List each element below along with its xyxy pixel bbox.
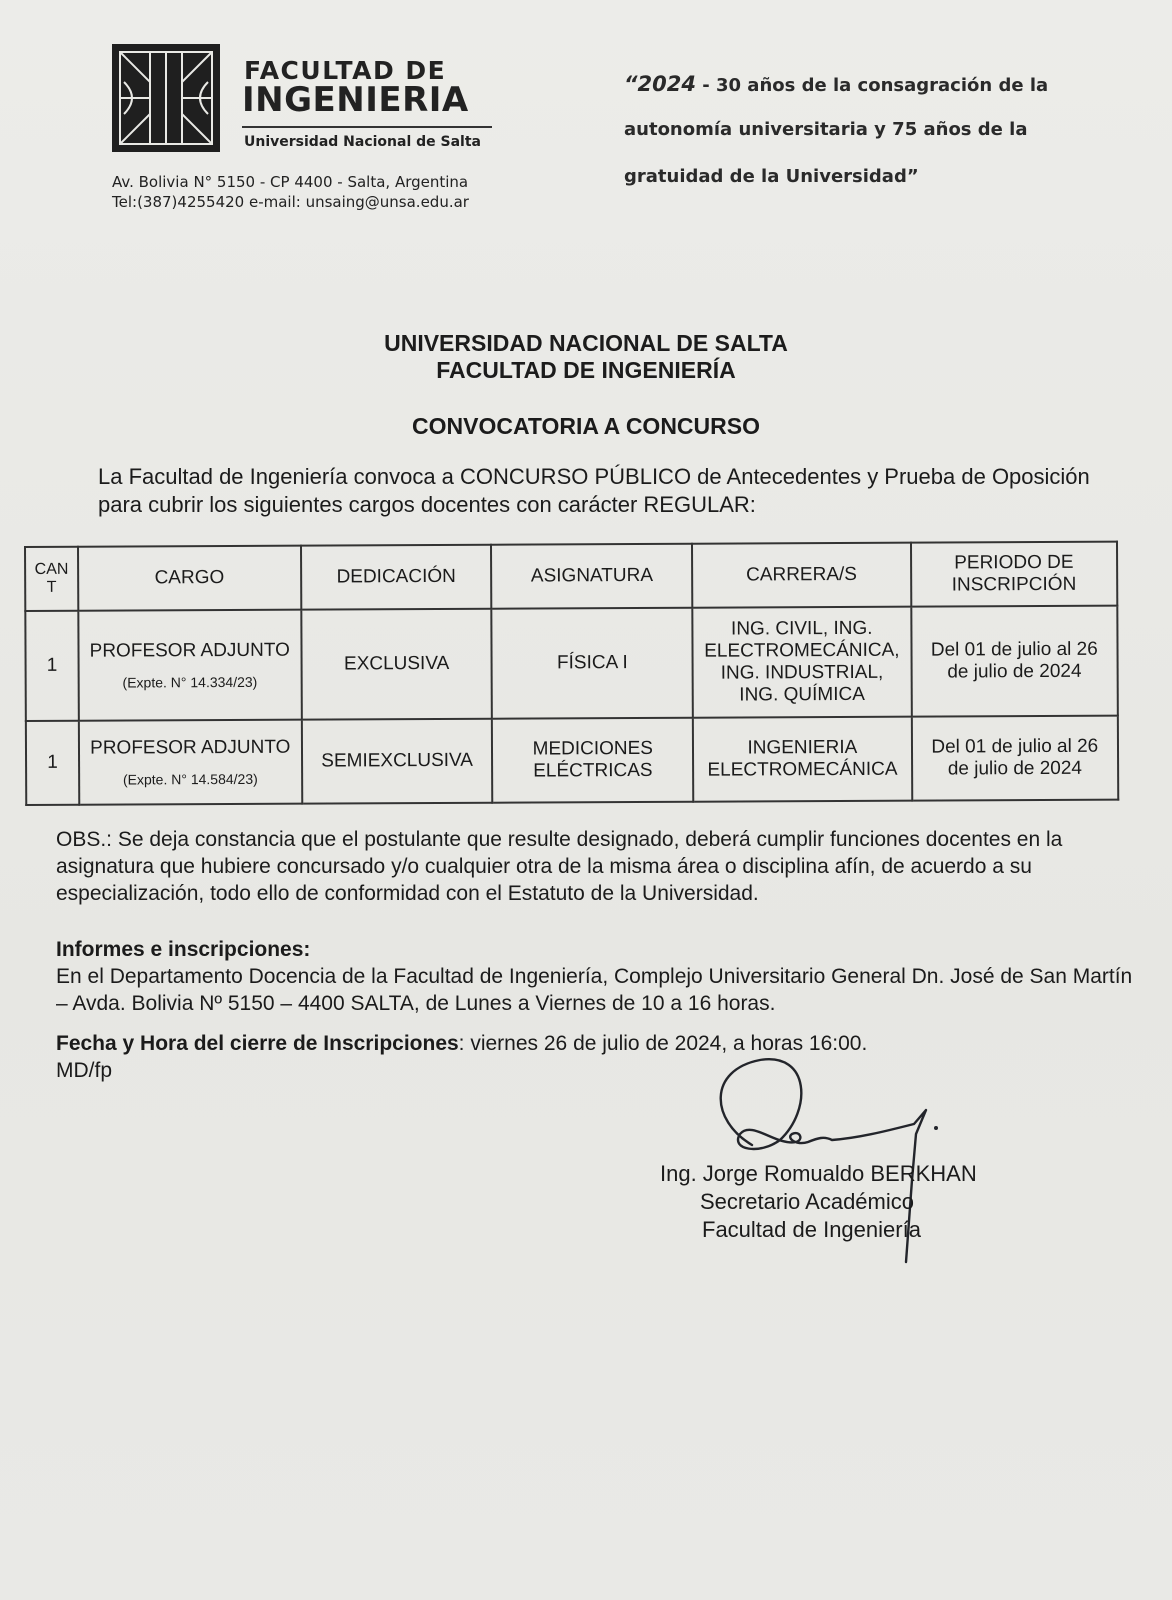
header-periodo-line-1: PERIODO DE: [954, 551, 1074, 574]
asignatura-line: MEDICIONES: [532, 737, 654, 760]
header-cargo: CARGO: [78, 546, 301, 611]
cell-dedicacion: EXCLUSIVA: [301, 609, 492, 720]
informes-heading: Informes e inscripciones:: [56, 938, 311, 961]
motto-line-2: autonomía universitaria y 75 años de la: [624, 119, 1028, 140]
cell-carrera: [693, 717, 912, 802]
intro-paragraph: La Facultad de Ingeniería convoca a CONCURSO PÚBLICO de Antecedentes y Prueba de Oposición para cubrir los siguientes cargos docentes con carácter REGULAR:: [98, 464, 1090, 517]
cargo-text: PROFESOR ADJUNTO: [89, 639, 290, 662]
cell-periodo: [911, 716, 1118, 801]
periodo-line: Del 01 de julio al 26: [931, 735, 1099, 758]
document-initials: MD/fp: [56, 1059, 113, 1082]
motto-line-3: gratuidad de la Universidad”: [624, 166, 919, 187]
table-row: [25, 606, 1118, 721]
carrera-line: ING. QUÍMICA: [739, 683, 865, 706]
cierre-value: : viernes 26 de julio de 2024, a horas 16:00.: [458, 1032, 868, 1055]
contact-line: Tel:(387)4255420 e-mail: unsaing@unsa.edu.ar: [112, 193, 469, 211]
expte-text: (Expte. N° 14.584/23): [122, 770, 258, 788]
observation-paragraph: OBS.: Se deja constancia que el postulante que resulte designado, deberá cumplir funciones docentes en la asignatura que hubiere concursado y/o cualquier otra de la misma área o disciplina afín, de acuerdo a su especialización, todo ello de conformidad con el Estatuto de la Universidad.: [56, 828, 1063, 905]
cell-asignatura: [492, 718, 693, 803]
header-cant-line-1: CAN: [34, 560, 69, 578]
periodo-line: Del 01 de julio al 26: [930, 638, 1098, 661]
header-periodo: [911, 542, 1118, 607]
cell-carrera: [692, 607, 911, 718]
expte-text: (Expte. N° 14.334/23): [122, 673, 258, 691]
informes-section: [56, 936, 1136, 1017]
periodo-line: de julio de 2024: [947, 757, 1083, 780]
cell-asignatura: FÍSICA I: [492, 608, 693, 719]
title-university: UNIVERSIDAD NACIONAL DE SALTA: [384, 330, 788, 356]
year-motto: [624, 72, 1084, 213]
carrera-line: ING. INDUSTRIAL,: [720, 661, 884, 684]
cell-cargo: [79, 720, 302, 805]
header-carrera: CARRERA/S: [692, 543, 911, 608]
document-titles: [0, 330, 1172, 384]
signer-role: Secretario Académico: [700, 1189, 914, 1214]
carrera-line: ELECTROMECÁNICA: [707, 758, 898, 781]
logo-divider: [242, 126, 492, 128]
cell-cant: 1: [25, 611, 78, 721]
periodo-line: de julio de 2024: [947, 660, 1082, 683]
carrera-line: ING. CIVIL, ING.: [730, 617, 873, 640]
address-line: Av. Bolivia N° 5150 - CP 4400 - Salta, Argentina: [112, 173, 469, 191]
informes-text: En el Departamento Docencia de la Facultad de Ingeniería, Complejo Universitario General Dn. José de San Martín – Avda. Bolivia Nº 5150 – 4400 SALTA, de Lunes a Viernes de 10 a 16 horas.: [56, 965, 1133, 1015]
signature-block: [660, 1160, 1040, 1244]
logo-text-university: Universidad Nacional de Salta: [244, 134, 481, 150]
title-convocatoria: CONVOCATORIA A CONCURSO: [412, 413, 760, 439]
logo-text-facultad: FACULTAD DE: [244, 56, 447, 85]
cell-cant: 1: [26, 721, 79, 805]
positions-table: [24, 541, 1119, 806]
cierre-section: [56, 1030, 1136, 1084]
signer-unit: Facultad de Ingeniería: [702, 1217, 921, 1242]
carrera-line: INGENIERIA: [747, 736, 858, 759]
cierre-line: [56, 1030, 1136, 1057]
header-cant: [25, 547, 78, 611]
carrera-line: ELECTROMECÁNICA,: [704, 639, 900, 662]
asignatura-line: ELÉCTRICAS: [533, 759, 653, 782]
cell-dedicacion: SEMIEXCLUSIVA: [302, 719, 493, 804]
cell-cargo: [78, 610, 301, 721]
table-row: [26, 716, 1118, 805]
logo-text-ingenieria: INGENIERIA: [242, 80, 469, 120]
faculty-address-block: [112, 172, 469, 212]
title-faculty: FACULTAD DE INGENIERÍA: [436, 357, 736, 383]
cell-periodo: [911, 606, 1118, 717]
cargo-text: PROFESOR ADJUNTO: [90, 736, 291, 759]
motto-line-1-text: - 30 años de la consagración de la: [695, 75, 1049, 96]
signer-name: Ing. Jorge Romualdo BERKHAN: [660, 1161, 977, 1186]
motto-line-1: [624, 72, 1084, 119]
table-header-row: [25, 542, 1117, 611]
header-dedicacion: DEDICACIÓN: [301, 545, 492, 610]
header-cant-line-2: T: [46, 578, 57, 596]
header-asignatura: ASIGNATURA: [491, 544, 692, 609]
motto-year: “2024: [624, 72, 696, 96]
cierre-label: Fecha y Hora del cierre de Inscripciones: [56, 1032, 459, 1055]
header-periodo-line-2: INSCRIPCIÓN: [951, 573, 1077, 596]
faculty-logo-emblem: [110, 42, 222, 154]
